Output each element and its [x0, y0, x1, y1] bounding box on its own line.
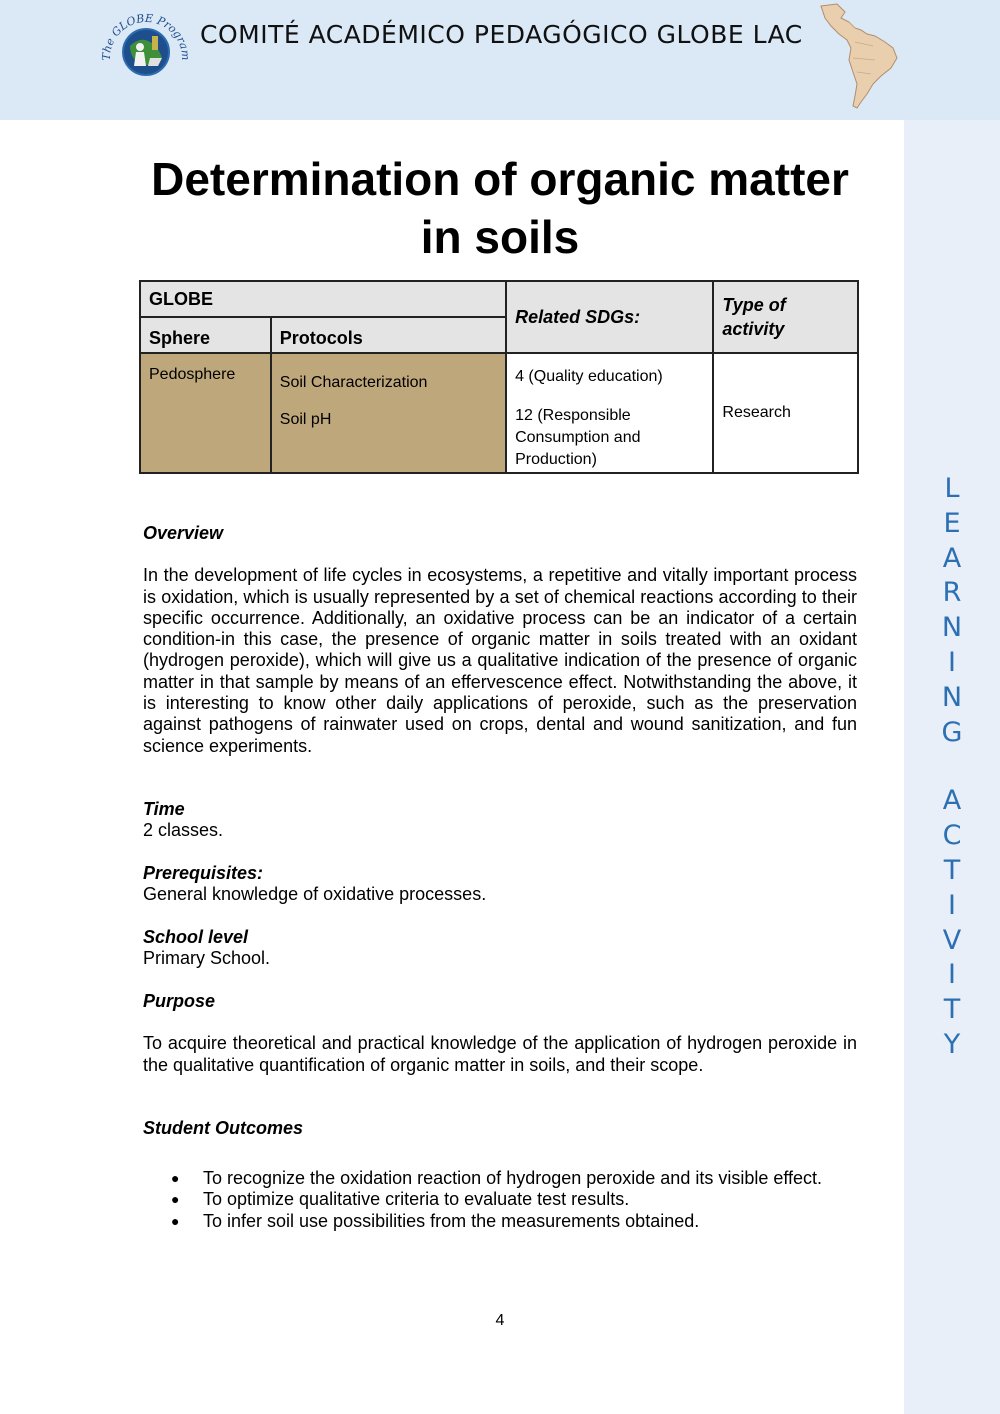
school-level-value: Primary School.	[143, 948, 271, 969]
time-section	[143, 799, 857, 842]
student-outcomes-list	[143, 1168, 857, 1232]
school-level-label: School level	[143, 927, 249, 947]
protocol-item: Soil pH	[279, 411, 332, 428]
globe-program-logo	[96, 6, 196, 78]
student-outcomes-label: Student Outcomes	[143, 1118, 304, 1138]
sidebar-letter: R	[942, 577, 962, 609]
purpose-section	[143, 991, 857, 1076]
sidebar-letter: E	[943, 507, 961, 539]
time-label: Time	[143, 799, 185, 819]
sidebar-letter: A	[942, 542, 962, 574]
learning-activity-vertical-label	[904, 472, 1000, 1063]
header-title: COMITÉ ACADÉMICO PEDAGÓGICO GLOBE LAC	[200, 20, 803, 49]
protocols-cell	[271, 353, 506, 473]
sidebar-letter: L	[944, 473, 960, 504]
prerequisites-value: General knowledge of oxidative processes.	[143, 884, 487, 905]
type-of-activity-cell: Research	[713, 353, 858, 473]
sidebar-letter: I	[948, 959, 956, 991]
svg-text:The GLOBE Program: The GLOBE Program	[99, 11, 193, 61]
sphere-header: Sphere	[140, 317, 271, 353]
sidebar-letter: G	[941, 716, 963, 748]
student-outcomes-section	[143, 1118, 857, 1139]
sidebar-letter: T	[943, 854, 961, 886]
globe-header: GLOBE	[140, 281, 506, 317]
latin-america-map	[815, 2, 905, 110]
purpose-label: Purpose	[143, 991, 216, 1011]
type-of-activity-header: Type of activity	[713, 281, 858, 353]
sidebar-letter: Y	[943, 1028, 961, 1060]
sidebar-letter: T	[943, 994, 961, 1026]
sidebar-letter: N	[941, 681, 963, 713]
sidebar-letter: V	[942, 924, 962, 956]
sdgs-cell	[506, 353, 713, 473]
prerequisites-label: Prerequisites:	[143, 863, 264, 883]
page-number: 4	[495, 1312, 505, 1329]
school-level-section	[143, 927, 857, 970]
sdg-item: 12 (Responsible Consumption and Production)	[515, 407, 641, 468]
sdg-item: 4 (Quality education)	[515, 368, 663, 385]
sdgs-header: Related SDGs:	[506, 281, 713, 353]
list-item: ● To optimize qualitative criteria to evaluate test results.	[143, 1189, 857, 1210]
overview-section	[143, 523, 857, 757]
sidebar-letter: N	[941, 612, 963, 644]
protocol-item: Soil Characterization	[279, 374, 428, 391]
sidebar-letter: C	[942, 820, 962, 852]
sphere-cell: Pedosphere	[140, 353, 271, 473]
purpose-text: To acquire theoretical and practical knowledge of the application of hydrogen peroxide in the qualitative quantification of organic matter in soils, and their scope.	[143, 1033, 857, 1075]
overview-text: In the development of life cycles in ecosystems, a repetitive and vitally important process is oxidation, which is usually represented by a set of chemical reactions according to their specific occurrence. Additionally, an oxidative process can be an indicator of a certain condition-in this case, the presence of organic matter in soils treated with an oxidant (hydrogen peroxide), which will give us a qualitative indication of the presence of organic matter in that sample by means of an effervescence effect. Notwithstanding the above, it is interesting to know other daily applications of peroxide, such as the preservation against pathogens of rainwater used on crops, dental and wound sanitization, and fun science experiments.	[143, 565, 857, 756]
sidebar-letter: I	[948, 889, 956, 921]
time-value: 2 classes.	[143, 820, 224, 841]
sidebar-letter: A	[942, 785, 962, 817]
overview-label: Overview	[143, 523, 224, 543]
prerequisites-section	[143, 863, 857, 906]
sidebar-letter: I	[948, 646, 956, 678]
page-title: Determination of organic matter in soils	[151, 153, 849, 263]
sidebar-gap	[904, 750, 1000, 784]
list-item: ● To recognize the oxidation reaction of hydrogen peroxide and its visible effect.	[143, 1168, 857, 1189]
activity-info-table	[139, 280, 859, 474]
protocols-header: Protocols	[271, 317, 506, 353]
list-item: ● To infer soil use possibilities from the measurements obtained.	[143, 1211, 857, 1232]
